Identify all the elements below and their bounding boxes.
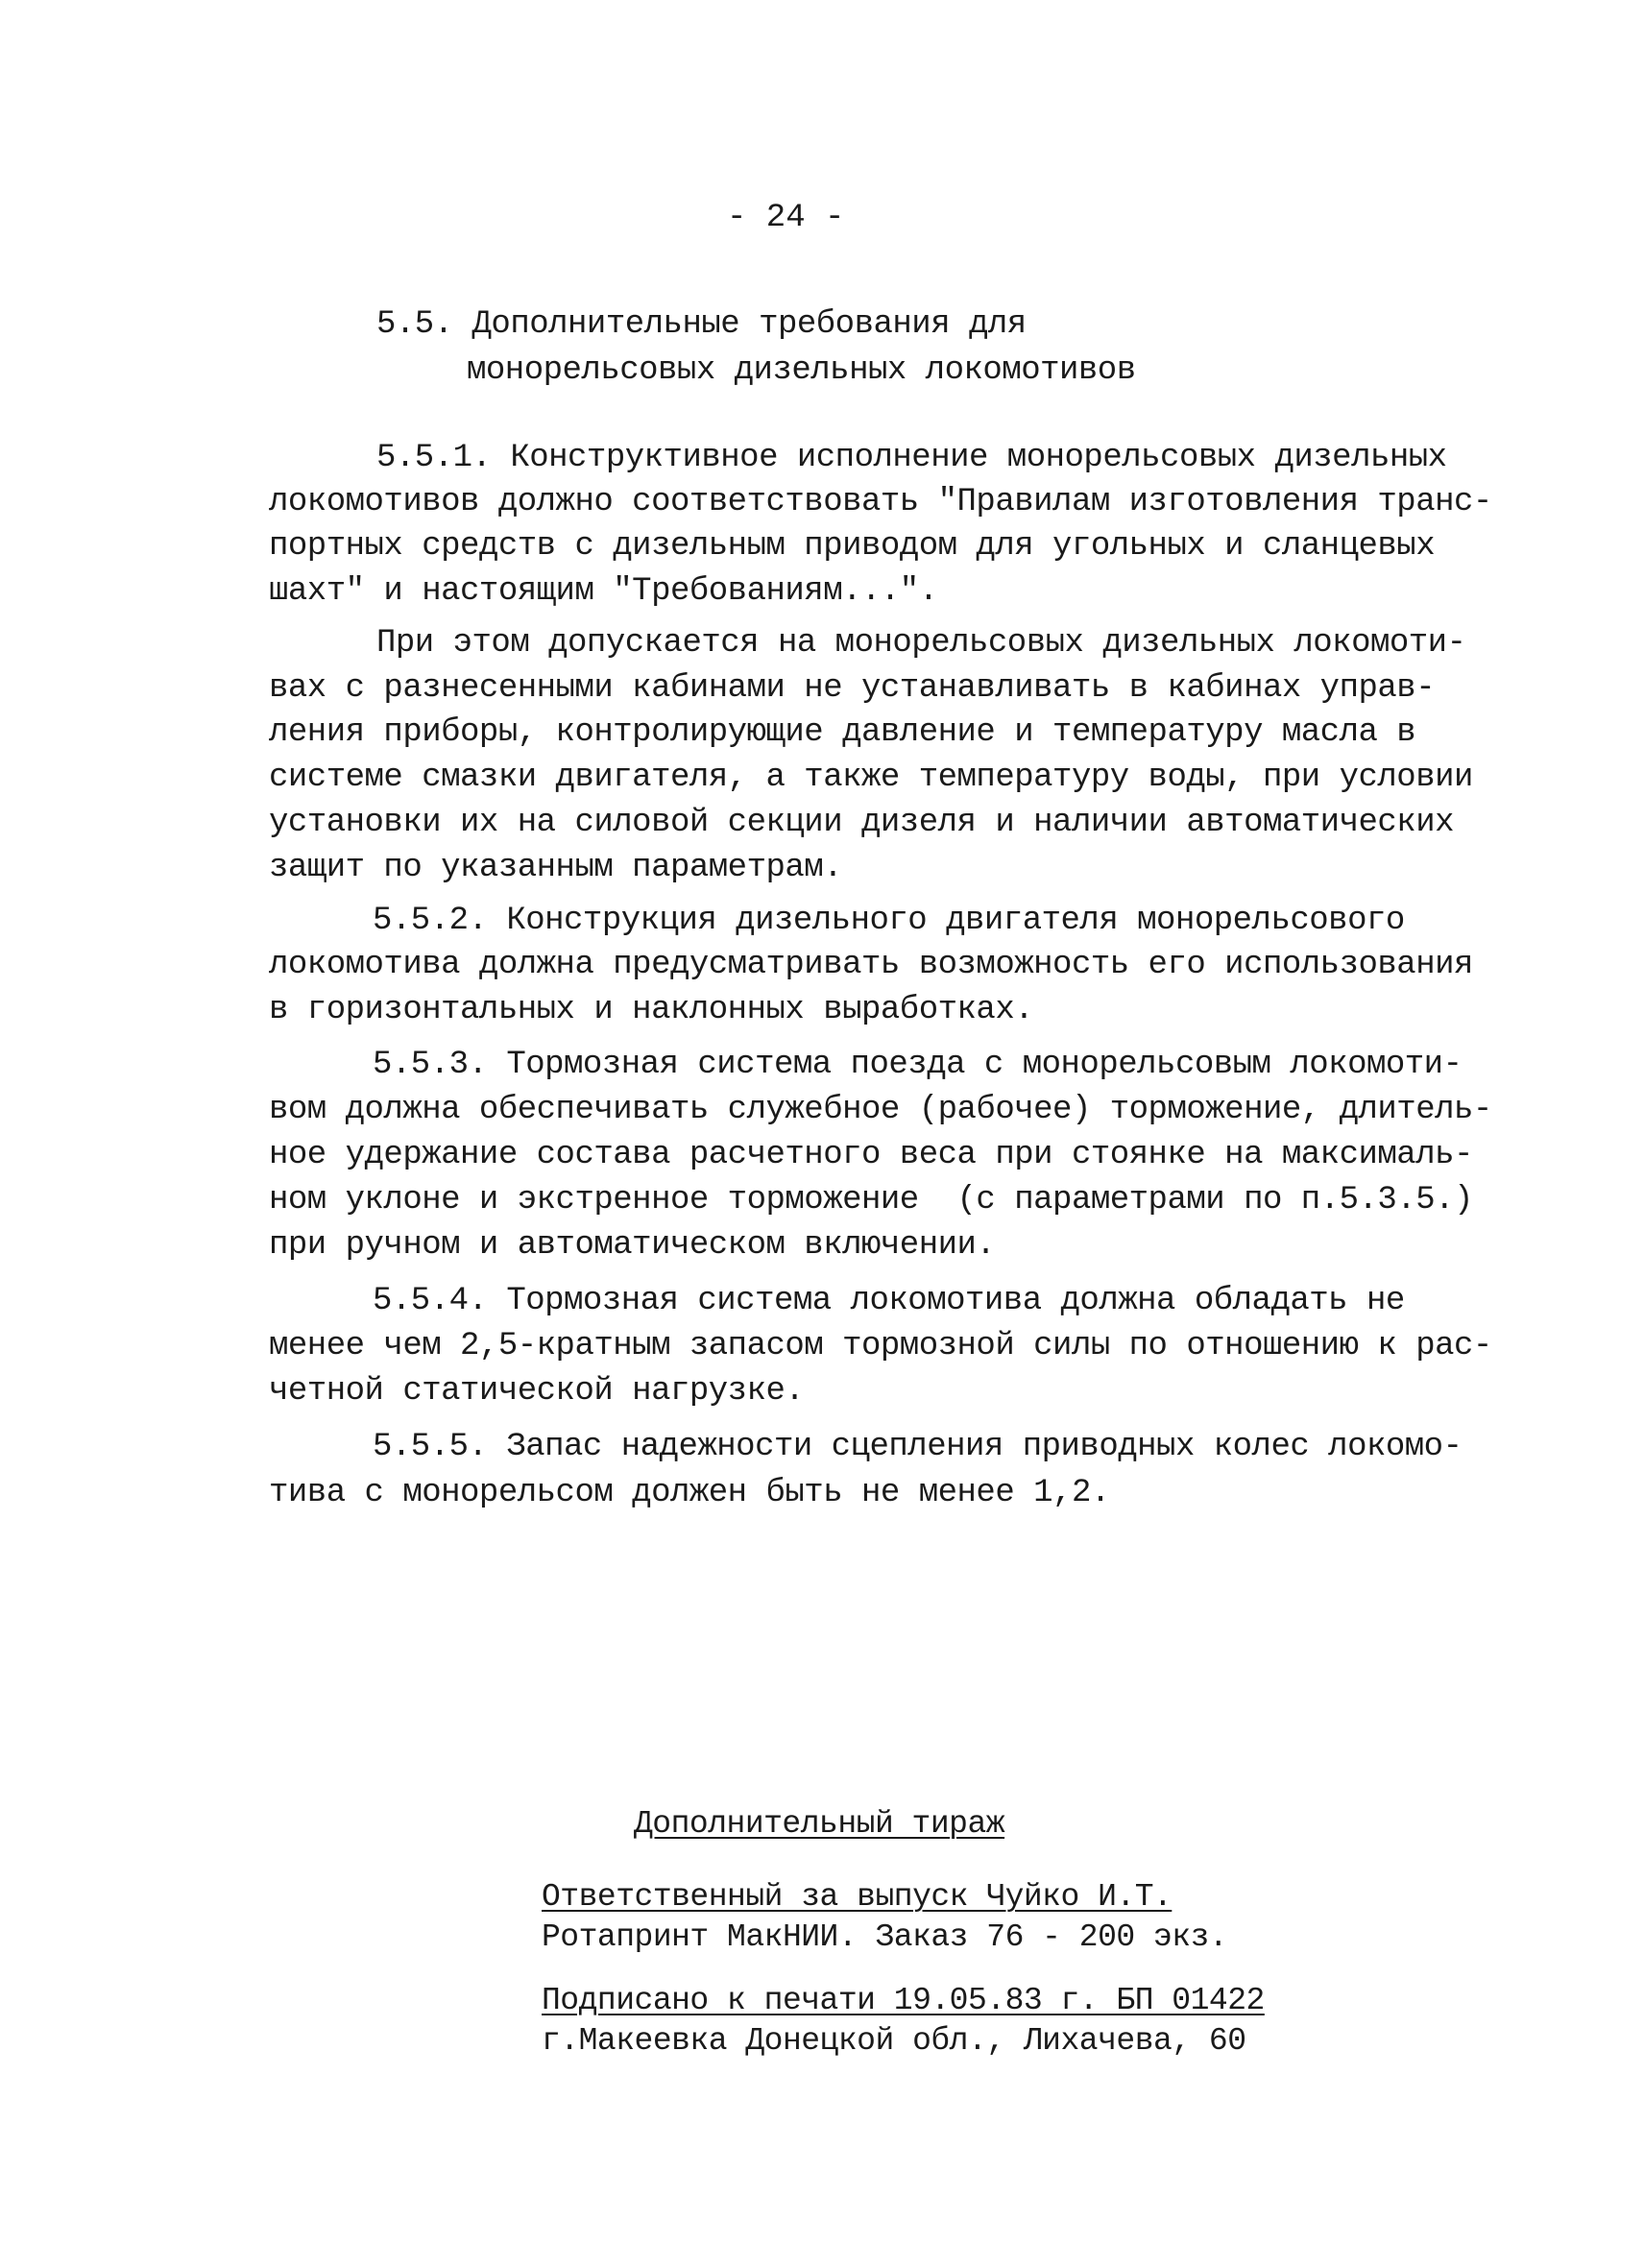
paragraph-5-5-4-line: 5.5.4. Тормозная система локомотива должна обладать не — [373, 1283, 1405, 1319]
paragraph-5-5-1-cont-line: установки их на силовой секции дизеля и наличии автоматических — [269, 805, 1455, 841]
page-number: - 24 - — [727, 200, 845, 236]
imprint-heading: Дополнительный тираж — [634, 1806, 1005, 1842]
section-title-line-2: монорельсовых дизельных локомотивов — [467, 352, 1136, 389]
section-title-line-1: 5.5. Дополнительные требования для — [376, 306, 1027, 343]
paragraph-5-5-1-cont-line: вах с разнесенными кабинами не устанавливать в кабинах управ- — [269, 670, 1436, 707]
paragraph-5-5-3-line: 5.5.3. Тормозная система поезда с монорельсовым локомоти- — [373, 1047, 1463, 1083]
paragraph-5-5-3-line: вом должна обеспечивать служебное (рабочее) торможение, длитель- — [269, 1092, 1492, 1128]
paragraph-5-5-3-line: ное удержание состава расчетного веса при стоянке на максималь- — [269, 1137, 1473, 1173]
paragraph-5-5-1-cont-line: защит по указанным параметрам. — [269, 850, 843, 886]
paragraph-5-5-1-line: 5.5.1. Конструктивное исполнение монорельсовых дизельных — [376, 440, 1447, 476]
paragraph-5-5-3-line: при ручном и автоматическом включении. — [269, 1227, 996, 1264]
paragraph-5-5-4-line: четной статической нагрузке. — [269, 1373, 805, 1410]
paragraph-5-5-5-line: 5.5.5. Запас надежности сцепления приводных колес локомо- — [373, 1429, 1463, 1465]
paragraph-5-5-1-line: портных средств с дизельным приводом для угольных и сланцевых — [269, 528, 1436, 565]
paragraph-5-5-3-line: ном уклоне и экстренное торможение (с параметрами по п.5.3.5.) — [269, 1182, 1473, 1218]
paragraph-5-5-1-line: локомотивов должно соответствовать "Правилам изготовления транс- — [269, 484, 1492, 520]
paragraph-5-5-1-line: шахт" и настоящим "Требованиям...". — [269, 573, 938, 610]
paragraph-5-5-2-line: 5.5.2. Конструкция дизельного двигателя монорельсового — [373, 903, 1405, 939]
paragraph-5-5-2-line: локомотива должна предусматривать возможность его использования — [269, 947, 1473, 983]
paragraph-5-5-1-cont-line: При этом допускается на монорельсовых дизельных локомоти- — [376, 625, 1466, 662]
imprint-printer: Ротапринт МакНИИ. Заказ 76 - 200 экз. — [542, 1919, 1228, 1955]
paragraph-5-5-2-line: в горизонтальных и наклонных выработках. — [269, 992, 1034, 1028]
imprint-address: г.Макеевка Донецкой обл., Лихачева, 60 — [542, 2023, 1246, 2059]
imprint-responsible: Ответственный за выпуск Чуйко И.Т. — [542, 1879, 1173, 1915]
paragraph-5-5-1-cont-line: ления приборы, контролирующие давление и температуру масла в — [269, 714, 1416, 751]
imprint-signed: Подписано к печати 19.05.83 г. БП 01422 — [542, 1983, 1265, 2018]
paragraph-5-5-1-cont-line: системе смазки двигателя, а также температуру воды, при условии — [269, 760, 1473, 796]
paragraph-5-5-5-line: тива с монорельсом должен быть не менее 1,2. — [269, 1475, 1110, 1511]
paragraph-5-5-4-line: менее чем 2,5-кратным запасом тормозной силы по отношению к рас- — [269, 1328, 1492, 1364]
